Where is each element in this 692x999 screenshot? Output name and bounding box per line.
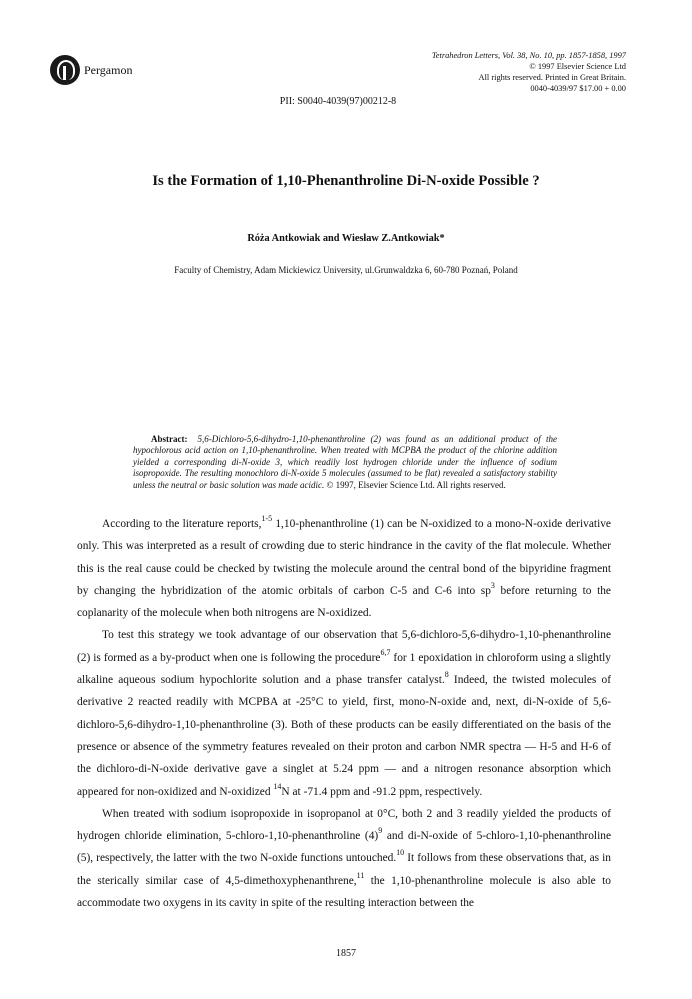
body-paragraph-2 <box>77 624 611 802</box>
p2-ref-2: 8 <box>444 670 449 680</box>
p1-text-2: 1,10-phenanthroline (1) can be N-oxidized to a mono-N-oxide derivative only. This was interpreted as a result of crowding due to steric hindrance in the cavity of the flat molecule. Whether this is the real cause could be checked by twisting the molecule around the central bond of the bipyridine fragment by changing the hybridization of the atomic orbitals of carbon C-5 and C-6 into sp <box>77 518 611 597</box>
page-number: 1857 <box>336 948 356 959</box>
pergamon-logo-icon <box>50 55 80 85</box>
publisher-name: Pergamon <box>84 62 133 77</box>
pii-line <box>0 96 692 107</box>
p2-text-4: N at -71.4 ppm and -91.2 ppm, respectively. <box>281 785 483 798</box>
p3-text-2: and di-N-oxide of 5-chloro-1,10-phenanthroline (5), respectively, the latter with the two N-oxide functions untouched. <box>77 830 611 865</box>
journal-citation: Tetrahedron Letters, Vol. 38, No. 10, pp. 1857-1858, 1997 <box>431 51 626 60</box>
p3-text-1: When treated with sodium isopropoxide in isopropanol at 0°C, both 2 and 3 readily yielded the products of hydrogen chloride elimination, 5-chloro-1,10-phenanthroline (4) <box>77 807 611 843</box>
p3-text-3: It follows from these observations that, as in the sterically similar case of 4,5-dimethoxyphenanthrene, <box>77 852 611 887</box>
p1-ref-1: 1-5 <box>261 514 273 523</box>
p1-text-3: before returning to the coplanarity of the molecule when both nitrogens are N-oxidized. <box>77 584 611 620</box>
p2-text-3: Indeed, the twisted molecules of derivative 2 reacted readily with MCPBA at -25°C to yield, first, mono-N-oxide and, next, di-N-oxide of 5,6-dichloro-5,6-dihydro-1,10-phenanthroline (3). Both of these products can be easily differentiated on the basis of the presence or absence of the symmetry features revealed on their proton and carbon NMR spectra — H-5 and H-6 of the dichloro-di-N-oxide derivative gave a singlet at 5.24 ppm — and a nitrogen resonance absorption which appeared for non-oxidized and N-oxidized <box>77 674 611 798</box>
abstract-copyright: © 1997, Elsevier Science Ltd. All rights reserved. <box>326 479 506 490</box>
p3-text-4: the 1,10-phenanthroline molecule is also able to accommodate two oxygens in its cavity in spite of the resulting interaction between the <box>77 874 611 910</box>
p2-text-2: for 1 epoxidation in chloroform using a slightly alkaline aqueous sodium hypochlorite solution and a phase transfer catalyst. <box>77 651 611 687</box>
journal-copyright: © 1997 Elsevier Science Ltd <box>529 62 626 71</box>
p1-text-1: According to the literature reports, <box>102 518 262 530</box>
p1-sup-2: 3 <box>490 580 495 590</box>
p2-sup-3: 14 <box>273 781 282 791</box>
journal-header <box>432 50 626 94</box>
p2-ref-1: 6,7 <box>380 647 391 657</box>
article-body <box>77 513 611 914</box>
journal-price: 0040-4039/97 $17.00 + 0.00 <box>530 84 626 93</box>
p3-ref-3: 11 <box>356 870 365 880</box>
p3-ref-2: 10 <box>396 848 405 858</box>
p3-ref-1: 9 <box>378 826 383 836</box>
p2-text-1: To test this strategy we took advantage of our observation that 5,6-dichloro-5,6-dihydro-1,10-phenanthroline (2) is formed as a by-product when one is following the procedure <box>77 629 611 664</box>
author-affiliation: Faculty of Chemistry, Adam Mickiewicz University, ul.Grunwaldzka 6, 60-780 Poznań, Poland <box>174 265 518 275</box>
body-paragraph-1 <box>77 513 611 624</box>
abstract-text: 5,6-Dichloro-5,6-dihydro-1,10-phenanthroline (2) was found as an additional product of the hypochlorous acid action on 1,10-phenanthroline. When treated with MCPBA the product of the chlorine addition yielded a corresponding di-N-oxide 3, which readily lost hydrogen chloride under the influence of sodium isopropoxide. The resulting monochloro di-N-oxide 5 molecules (assumed to be flat) revealed a satisfactory stability unless the neutral or basic solution was made acidic. <box>133 434 557 490</box>
publisher-logo <box>50 55 132 85</box>
abstract-label: Abstract: <box>151 434 188 444</box>
abstract <box>133 434 557 491</box>
article-title: Is the Formation of 1,10-Phenanthroline Di-N-oxide Possible ? <box>152 173 540 189</box>
body-paragraph-3 <box>77 803 611 914</box>
journal-rights: All rights reserved. Printed in Great Britain. <box>478 73 626 82</box>
pii-text: PII: S0040-4039(97)00212-8 <box>279 96 397 107</box>
article-authors: Róża Antkowiak and Wiesław Z.Antkowiak* <box>247 233 445 244</box>
